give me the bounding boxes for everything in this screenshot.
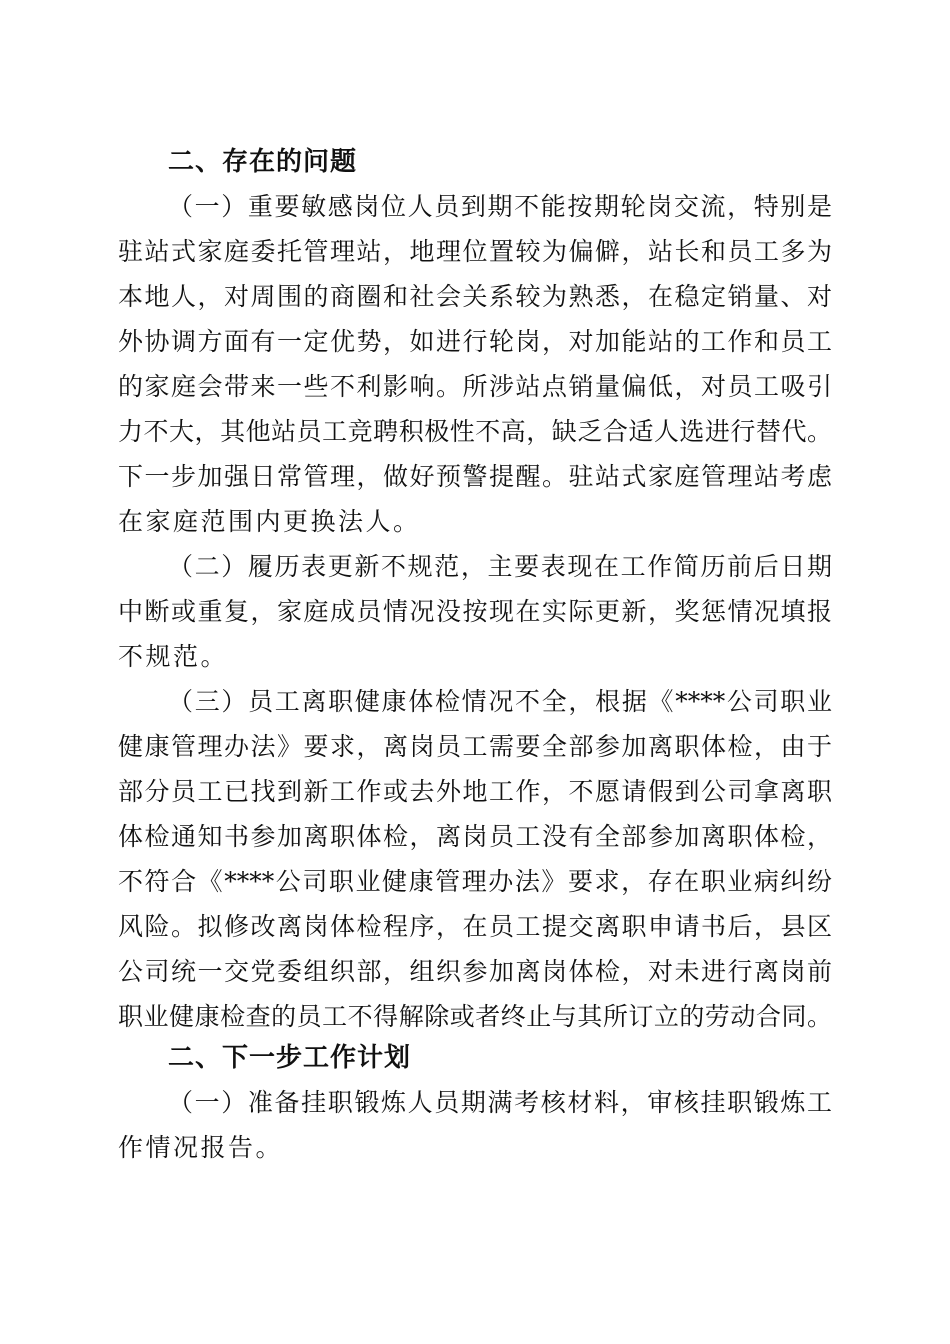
paragraph-line: 的家庭会带来一些不利影响。所涉站点销量偏低，对员工吸引 (118, 372, 832, 401)
paragraph-line: （一）重要敏感岗位人员到期不能按期轮岗交流，特别是 (168, 192, 832, 221)
paragraph-line: （三）员工离职健康体检情况不全，根据《****公司职业 (168, 687, 832, 716)
paragraph-line: 下一步加强日常管理，做好预警提醒。驻站式家庭管理站考虑 (118, 462, 832, 491)
paragraph-line: 作情况报告。 (118, 1133, 284, 1162)
paragraph-line: 外协调方面有一定优势，如进行轮岗，对加能站的工作和员工 (118, 327, 832, 356)
paragraph-line: 不规范。 (118, 642, 229, 671)
paragraph-line: 驻站式家庭委托管理站，地理位置较为偏僻，站长和员工多为 (118, 237, 832, 266)
paragraph-line: 不符合《****公司职业健康管理办法》要求，存在职业病纠纷 (118, 867, 832, 896)
section-heading-problems: 二、存在的问题 (168, 147, 358, 177)
section-heading-next-steps: 二、下一步工作计划 (168, 1043, 412, 1073)
paragraph-line: （一）准备挂职锻炼人员期满考核材料，审核挂职锻炼工 (168, 1088, 832, 1117)
paragraph-line: 体检通知书参加离职体检，离岗员工没有全部参加离职体检， (118, 822, 832, 851)
paragraph-line: 职业健康检查的员工不得解除或者终止与其所订立的劳动合同。 (118, 1002, 832, 1031)
paragraph-line: 在家庭范围内更换法人。 (118, 507, 421, 536)
paragraph-line: （二）履历表更新不规范，主要表现在工作简历前后日期 (168, 552, 832, 581)
paragraph-line: 健康管理办法》要求，离岗员工需要全部参加离职体检，由于 (118, 732, 832, 761)
paragraph-line: 部分员工已找到新工作或去外地工作，不愿请假到公司拿离职 (118, 777, 832, 806)
paragraph-line: 公司统一交党委组织部，组织参加离岗体检，对未进行离岗前 (118, 957, 832, 986)
paragraph-line: 力不大，其他站员工竞聘积极性不高，缺乏合适人选进行替代。 (118, 417, 832, 446)
paragraph-line: 本地人，对周围的商圈和社会关系较为熟悉，在稳定销量、对 (118, 282, 832, 311)
paragraph-line: 风险。拟修改离岗体检程序，在员工提交离职申请书后，县区 (118, 912, 832, 941)
paragraph-line: 中断或重复，家庭成员情况没按现在实际更新，奖惩情况填报 (118, 597, 832, 626)
